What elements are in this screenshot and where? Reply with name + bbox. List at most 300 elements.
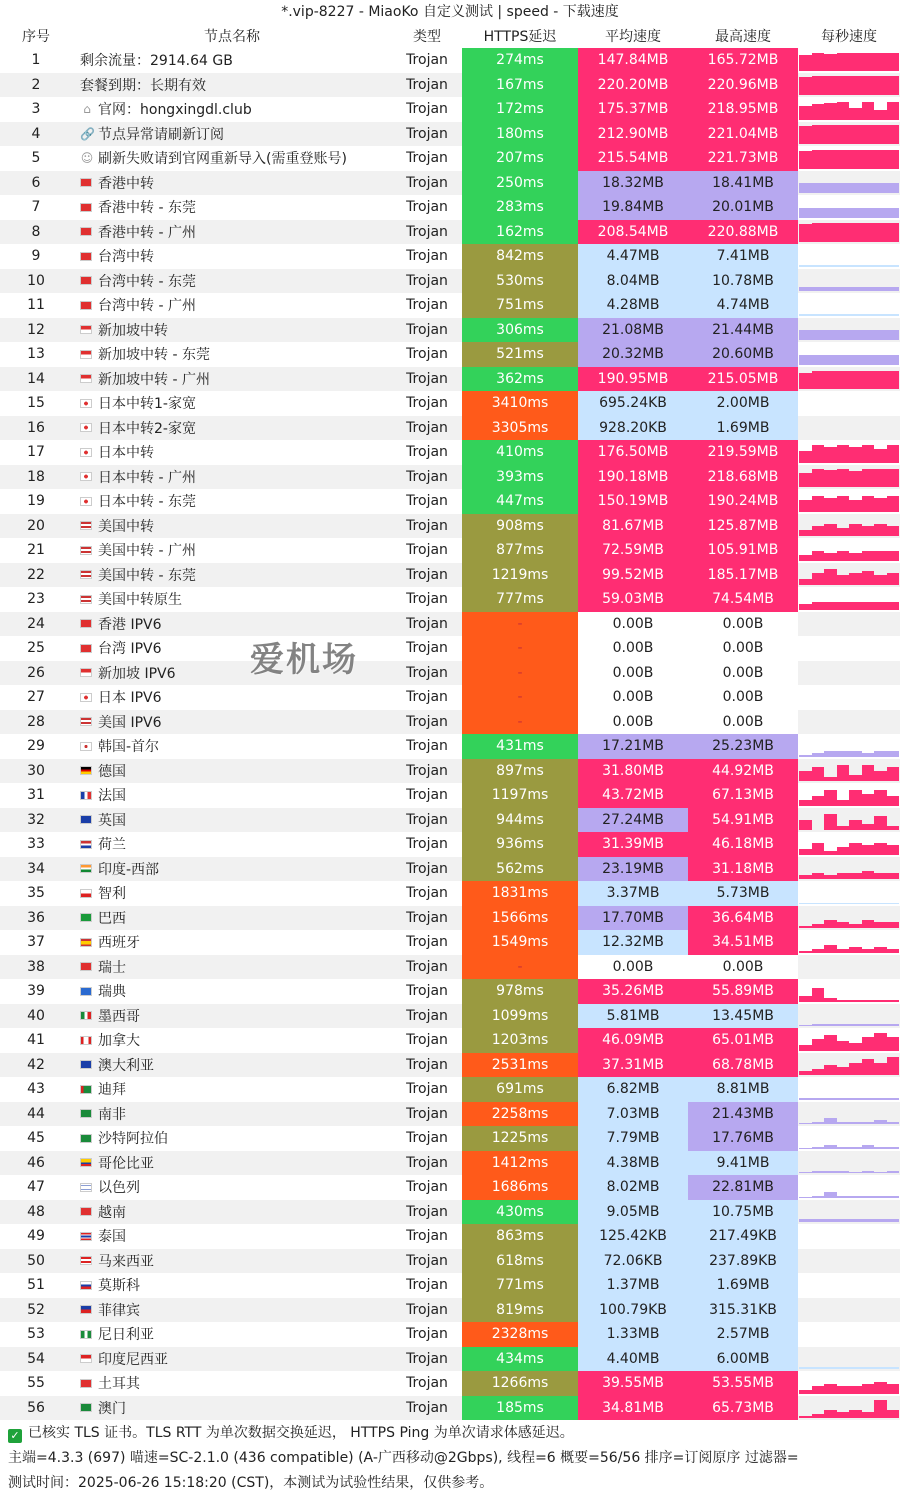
table-row[interactable] xyxy=(0,759,900,784)
sparkline-bar xyxy=(837,125,850,144)
node-type: Trojan xyxy=(406,1277,448,1294)
table-row[interactable] xyxy=(0,1102,900,1127)
node-type: Trojan xyxy=(406,738,448,755)
sparkline-bar xyxy=(887,922,900,928)
avg-speed-cell: 5.81MB xyxy=(578,1004,688,1029)
table-row[interactable] xyxy=(0,955,900,980)
sparkline-bar xyxy=(874,223,887,242)
per-second-sparkline xyxy=(798,465,900,490)
table-row[interactable] xyxy=(0,587,900,612)
max-speed-cell: 215.05MB xyxy=(688,367,798,392)
per-second-sparkline xyxy=(798,661,900,686)
max-speed-cell: 9.41MB xyxy=(688,1151,798,1176)
https-latency-cell: 393ms xyxy=(462,465,578,490)
node-name-text: 瑞士 xyxy=(98,959,126,976)
table-row[interactable] xyxy=(0,1126,900,1151)
node-name xyxy=(72,440,392,465)
avg-speed-cell: 0.00B xyxy=(578,955,688,980)
per-second-sparkline xyxy=(798,783,900,808)
table-row[interactable] xyxy=(0,1200,900,1225)
table-row[interactable] xyxy=(0,1371,900,1396)
table-row[interactable] xyxy=(0,1322,900,1347)
header-https-latency[interactable]: HTTPS延迟 xyxy=(483,29,557,45)
flag-cn-icon xyxy=(80,276,92,285)
table-row[interactable] xyxy=(0,195,900,220)
node-name-text: 剩余流量：2914.64 GB xyxy=(80,53,233,70)
sparkline-bar xyxy=(887,125,900,144)
max-speed-cell: 8.81MB xyxy=(688,1077,798,1102)
node-type: Trojan xyxy=(406,76,448,93)
row-index: 9 xyxy=(31,248,41,265)
table-row[interactable] xyxy=(0,1396,900,1421)
avg-speed-cell: 18.32MB xyxy=(578,171,688,196)
table-row[interactable] xyxy=(0,1053,900,1078)
avg-speed-cell: 27.24MB xyxy=(578,808,688,833)
sparkline-bar xyxy=(887,526,900,536)
node-name-text: 哥伦比亚 xyxy=(98,1155,154,1172)
flag-hk-icon xyxy=(80,178,92,187)
flag-cl-icon xyxy=(80,889,92,898)
table-row[interactable] xyxy=(0,73,900,98)
avg-speed-cell: 176.50MB xyxy=(578,440,688,465)
table-row[interactable] xyxy=(0,979,900,1004)
sparkline-bar xyxy=(887,602,900,610)
https-latency-cell: 434ms xyxy=(462,1347,578,1372)
node-name-text: 日本中转 - 东莞 xyxy=(98,494,196,511)
table-row[interactable] xyxy=(0,783,900,808)
row-index: 39 xyxy=(27,983,45,1000)
sparkline-bar xyxy=(849,1172,862,1173)
per-second-sparkline xyxy=(798,832,900,857)
sparkline-bar xyxy=(837,575,850,585)
node-type: Trojan xyxy=(406,836,448,853)
sparkline-bar xyxy=(837,53,850,71)
per-second-sparkline xyxy=(798,97,900,122)
node-name-text: 德国 xyxy=(98,763,126,780)
sparkline-bar xyxy=(824,553,837,561)
flag-uk-icon xyxy=(80,815,92,824)
node-name-text: 澳门 xyxy=(98,1400,126,1417)
max-speed-cell: 218.95MB xyxy=(688,97,798,122)
table-header xyxy=(0,24,900,48)
table-row[interactable] xyxy=(0,1004,900,1029)
node-name-text: 美国中转 - 广州 xyxy=(98,543,196,560)
flag-jp-icon xyxy=(80,472,92,481)
table-row[interactable] xyxy=(0,489,900,514)
node-type: Trojan xyxy=(406,444,448,461)
https-latency-cell: 207ms xyxy=(462,146,578,171)
sparkline-bar xyxy=(862,824,875,830)
table-row[interactable] xyxy=(0,465,900,490)
sparkline-bar xyxy=(824,447,837,463)
table-row[interactable] xyxy=(0,122,900,147)
node-name-text: 日本中转 xyxy=(98,445,154,462)
avg-speed-cell: 695.24KB xyxy=(578,391,688,416)
sparkline-bar xyxy=(849,1196,862,1198)
sparkline-bar xyxy=(799,500,812,512)
node-name xyxy=(72,1126,392,1151)
node-name-text: 莫斯科 xyxy=(98,1278,140,1295)
sparkline-bar xyxy=(799,1148,812,1149)
sparkline-bar xyxy=(812,469,825,487)
row-index: 5 xyxy=(31,150,41,167)
sparkline-bar xyxy=(874,575,887,585)
per-second-sparkline xyxy=(798,73,900,98)
sparkline-bar xyxy=(812,573,825,585)
footer-test-time-line: 测试时间：2025-06-26 15:18:20 (CST)，本测试为试验性结果，仅供参考。 xyxy=(8,1475,494,1491)
node-type: Trojan xyxy=(406,174,448,191)
sparkline-bar xyxy=(887,1171,900,1173)
https-latency-cell: 897ms xyxy=(462,759,578,784)
sparkline-bar xyxy=(824,125,837,144)
sparkline-bar xyxy=(837,1386,850,1394)
sparkline-bar xyxy=(862,355,875,365)
node-name xyxy=(72,783,392,808)
table-row[interactable] xyxy=(0,734,900,759)
sparkline-bar xyxy=(874,1367,887,1369)
sparkline-bar xyxy=(874,110,887,120)
flag-ph-icon xyxy=(80,1305,92,1314)
sparkline-bar xyxy=(862,765,875,781)
node-type: Trojan xyxy=(406,101,448,118)
sparkline-bar xyxy=(874,314,887,316)
sparkline-bar xyxy=(837,1147,850,1149)
table-row[interactable] xyxy=(0,416,900,441)
table-row[interactable] xyxy=(0,342,900,367)
avg-speed-cell: 31.80MB xyxy=(578,759,688,784)
header-node-name[interactable]: 节点名称 xyxy=(204,29,260,45)
flag-us-icon xyxy=(80,546,92,555)
max-speed-cell: 17.76MB xyxy=(688,1126,798,1151)
table-row[interactable] xyxy=(0,563,900,588)
flag-de-icon xyxy=(80,766,92,775)
sparkline-bar xyxy=(874,1196,887,1198)
row-index: 47 xyxy=(27,1179,45,1196)
node-type: Trojan xyxy=(406,493,448,510)
header-max-speed[interactable]: 最高速度 xyxy=(715,29,771,45)
flag-fr-icon xyxy=(80,791,92,800)
per-second-sparkline xyxy=(798,1322,900,1347)
table-row[interactable] xyxy=(0,1175,900,1200)
node-name-text: 智利 xyxy=(98,886,126,903)
sparkline-bar xyxy=(849,223,862,242)
sparkline-bar xyxy=(887,1000,900,1002)
table-row[interactable] xyxy=(0,538,900,563)
https-latency-cell: 877ms xyxy=(462,538,578,563)
per-second-sparkline xyxy=(798,440,900,465)
sparkline-bar xyxy=(837,873,850,879)
node-name xyxy=(72,906,392,931)
sparkline-bar xyxy=(824,371,837,389)
table-row[interactable] xyxy=(0,1298,900,1323)
sparkline-bar xyxy=(837,150,850,169)
node-name-text: 以色列 xyxy=(98,1180,140,1197)
sparkline-bar xyxy=(837,847,850,855)
per-second-sparkline xyxy=(798,342,900,367)
https-latency-cell: 167ms xyxy=(462,73,578,98)
https-latency-cell: 162ms xyxy=(462,220,578,245)
https-latency-cell: 2258ms xyxy=(462,1102,578,1127)
row-index: 17 xyxy=(27,444,45,461)
header-per-second-speed[interactable]: 每秒速度 xyxy=(821,29,877,45)
sparkline-bar xyxy=(887,826,900,830)
avg-speed-cell: 59.03MB xyxy=(578,587,688,612)
flag-kr-icon xyxy=(80,742,92,751)
row-index: 34 xyxy=(27,860,45,877)
sparkline-bar xyxy=(824,814,837,830)
node-name xyxy=(72,514,392,539)
sparkline-bar xyxy=(837,102,850,120)
table-row[interactable] xyxy=(0,906,900,931)
sparkline-bar xyxy=(799,183,812,193)
sparkline-bar xyxy=(812,223,825,242)
per-second-sparkline xyxy=(798,416,900,441)
sparkline-bar xyxy=(849,1043,862,1051)
sparkline-bar xyxy=(849,820,862,830)
table-row[interactable] xyxy=(0,1077,900,1102)
node-type: Trojan xyxy=(406,248,448,265)
node-type: Trojan xyxy=(406,713,448,730)
sparkline-bar xyxy=(862,1145,875,1149)
table-row[interactable] xyxy=(0,318,900,343)
sparkline-bar xyxy=(812,753,825,757)
node-type: Trojan xyxy=(406,370,448,387)
node-name xyxy=(72,759,392,784)
avg-speed-cell: 19.84MB xyxy=(578,195,688,220)
node-name-text: 荷兰 xyxy=(98,837,126,854)
node-name xyxy=(72,122,392,147)
sparkline-bar xyxy=(862,445,875,463)
per-second-sparkline xyxy=(798,1028,900,1053)
sparkline-bar xyxy=(812,988,825,1002)
table-row[interactable] xyxy=(0,514,900,539)
table-row[interactable] xyxy=(0,391,900,416)
sparkline-bar xyxy=(824,1171,837,1173)
sparkline-bar xyxy=(862,150,875,169)
flag-us-icon xyxy=(80,521,92,530)
node-type: Trojan xyxy=(406,1007,448,1024)
flag-br-icon xyxy=(80,913,92,922)
table-row[interactable] xyxy=(0,1273,900,1298)
sparkline-bar xyxy=(824,76,837,95)
sparkline-bar xyxy=(849,500,862,512)
avg-speed-cell: 150.19MB xyxy=(578,489,688,514)
sparkline-bar xyxy=(824,330,837,340)
sparkline-bar xyxy=(799,1172,812,1173)
node-type: Trojan xyxy=(406,1350,448,1367)
sparkline-bar xyxy=(837,223,850,242)
flag-us-icon xyxy=(80,595,92,604)
sparkline-bar xyxy=(812,1386,825,1394)
per-second-sparkline xyxy=(798,734,900,759)
sparkline-bar xyxy=(812,903,825,904)
node-type: Trojan xyxy=(406,272,448,289)
flag-tr-icon xyxy=(80,1379,92,1388)
row-index: 28 xyxy=(27,713,45,730)
sparkline-bar xyxy=(862,371,875,389)
row-index: 19 xyxy=(27,493,45,510)
row-index: 37 xyxy=(27,934,45,951)
node-name-text: 韩国-首尔 xyxy=(98,739,160,756)
sparkline-bar xyxy=(824,265,837,267)
sparkline-bar xyxy=(887,76,900,95)
table-row[interactable] xyxy=(0,440,900,465)
table-row[interactable] xyxy=(0,244,900,269)
per-second-sparkline xyxy=(798,146,900,171)
sparkline-bar xyxy=(837,826,850,830)
sparkline-bar xyxy=(862,102,875,120)
sparkline-bar xyxy=(849,1367,862,1369)
sparkline-bar xyxy=(874,1172,887,1173)
sparkline-bar xyxy=(799,224,812,242)
table-row[interactable] xyxy=(0,293,900,318)
row-index: 21 xyxy=(27,542,45,559)
sparkline-bar xyxy=(849,1024,862,1026)
header-avg-speed[interactable]: 平均速度 xyxy=(605,29,661,45)
table-row[interactable] xyxy=(0,930,900,955)
table-row[interactable] xyxy=(0,1224,900,1249)
table-row[interactable] xyxy=(0,220,900,245)
table-row[interactable] xyxy=(0,1151,900,1176)
table-row[interactable] xyxy=(0,1249,900,1274)
node-name-text: 香港中转 - 东莞 xyxy=(98,200,196,217)
sparkline-bar xyxy=(799,1071,812,1075)
https-latency-cell: 530ms xyxy=(462,269,578,294)
sparkline-bar xyxy=(799,820,812,830)
table-row[interactable] xyxy=(0,171,900,196)
node-name xyxy=(72,244,392,269)
avg-speed-cell: 4.47MB xyxy=(578,244,688,269)
table-row[interactable] xyxy=(0,146,900,171)
sparkline-bar xyxy=(812,125,825,144)
node-name-text: 日本中转2-家宽 xyxy=(98,420,196,437)
table-row[interactable] xyxy=(0,269,900,294)
table-row[interactable] xyxy=(0,97,900,122)
sparkline-bar xyxy=(862,1024,875,1026)
table-row[interactable] xyxy=(0,832,900,857)
sparkline-bar xyxy=(874,1147,887,1149)
sparkline-bar xyxy=(849,208,862,218)
row-index: 2 xyxy=(31,76,41,93)
flag-jp-icon xyxy=(80,448,92,457)
avg-speed-cell: 43.72MB xyxy=(578,783,688,808)
https-latency-cell: 306ms xyxy=(462,318,578,343)
sparkline-bar xyxy=(887,1098,900,1100)
per-second-sparkline xyxy=(798,685,900,710)
sparkline-bar xyxy=(812,76,825,95)
sparkline-bar xyxy=(799,77,812,95)
node-name xyxy=(72,1396,392,1421)
avg-speed-cell: 7.79MB xyxy=(578,1126,688,1151)
sparkline-bar xyxy=(837,551,850,561)
sparkline-bar xyxy=(824,1384,837,1394)
header-type[interactable]: 类型 xyxy=(413,29,441,45)
node-name-text: 巴西 xyxy=(98,910,126,927)
sparkline-bar xyxy=(837,371,850,389)
avg-speed-cell: 3.37MB xyxy=(578,881,688,906)
sparkline-bar xyxy=(874,469,887,487)
node-name xyxy=(72,538,392,563)
https-latency-cell: 1831ms xyxy=(462,881,578,906)
row-index: 55 xyxy=(27,1375,45,1392)
sparkline-bar xyxy=(849,447,862,463)
row-index: 14 xyxy=(27,370,45,387)
table-row[interactable] xyxy=(0,612,900,637)
sparkline-bar xyxy=(874,771,887,781)
per-second-sparkline xyxy=(798,808,900,833)
sparkline-bar xyxy=(874,125,887,144)
node-type: Trojan xyxy=(406,762,448,779)
sparkline-bar xyxy=(887,445,900,463)
table-row[interactable] xyxy=(0,685,900,710)
row-index: 16 xyxy=(27,419,45,436)
sparkline-bar xyxy=(812,496,825,512)
row-index: 4 xyxy=(31,125,41,142)
sparkline-bar xyxy=(837,1024,850,1026)
header-index[interactable]: 序号 xyxy=(22,29,50,45)
flag-sa-icon xyxy=(80,1134,92,1143)
sparkline-bar xyxy=(837,1000,850,1002)
table-row[interactable] xyxy=(0,710,900,735)
sparkline-bar xyxy=(824,569,837,585)
avg-speed-cell: 17.21MB xyxy=(578,734,688,759)
row-index: 11 xyxy=(27,297,45,314)
node-type: Trojan xyxy=(406,934,448,951)
sparkline-bar xyxy=(849,1000,862,1002)
sparkline-bar xyxy=(799,1123,812,1124)
per-second-sparkline xyxy=(798,220,900,245)
sparkline-bar xyxy=(862,845,875,855)
node-name-text: 菲律宾 xyxy=(98,1302,140,1319)
row-index: 49 xyxy=(27,1228,45,1245)
table-row[interactable] xyxy=(0,808,900,833)
sparkline-bar xyxy=(799,800,812,806)
sparkline-bar xyxy=(862,314,875,316)
flag-hk-icon xyxy=(80,203,92,212)
node-name xyxy=(72,857,392,882)
row-index: 29 xyxy=(27,738,45,755)
sparkline-bar xyxy=(837,355,850,365)
node-name-text: 瑞典 xyxy=(98,984,126,1001)
row-index: 22 xyxy=(27,566,45,583)
table-row[interactable] xyxy=(0,857,900,882)
per-second-sparkline xyxy=(798,391,900,416)
sparkline-bar xyxy=(824,903,837,904)
table-row[interactable] xyxy=(0,48,900,73)
sparkline-bar xyxy=(874,1400,887,1418)
flag-jp-icon xyxy=(80,423,92,432)
max-speed-cell: 221.73MB xyxy=(688,146,798,171)
sparkline-bar xyxy=(862,920,875,928)
table-row[interactable] xyxy=(0,636,900,661)
node-name-text: 尼日利亚 xyxy=(98,1327,154,1344)
table-row[interactable] xyxy=(0,881,900,906)
sparkline-bar xyxy=(824,945,837,953)
sparkline-bar xyxy=(837,903,850,904)
sparkline-bar xyxy=(849,903,862,904)
node-name xyxy=(72,465,392,490)
avg-speed-cell: 220.20MB xyxy=(578,73,688,98)
sparkline-bar xyxy=(837,1367,850,1369)
row-index: 42 xyxy=(27,1056,45,1073)
max-speed-cell: 0.00B xyxy=(688,710,798,735)
table-row[interactable] xyxy=(0,1028,900,1053)
sparkline-bar xyxy=(874,947,887,953)
sparkline-bar xyxy=(799,1025,812,1026)
table-row[interactable] xyxy=(0,1347,900,1372)
table-row[interactable] xyxy=(0,661,900,686)
table-row[interactable] xyxy=(0,367,900,392)
